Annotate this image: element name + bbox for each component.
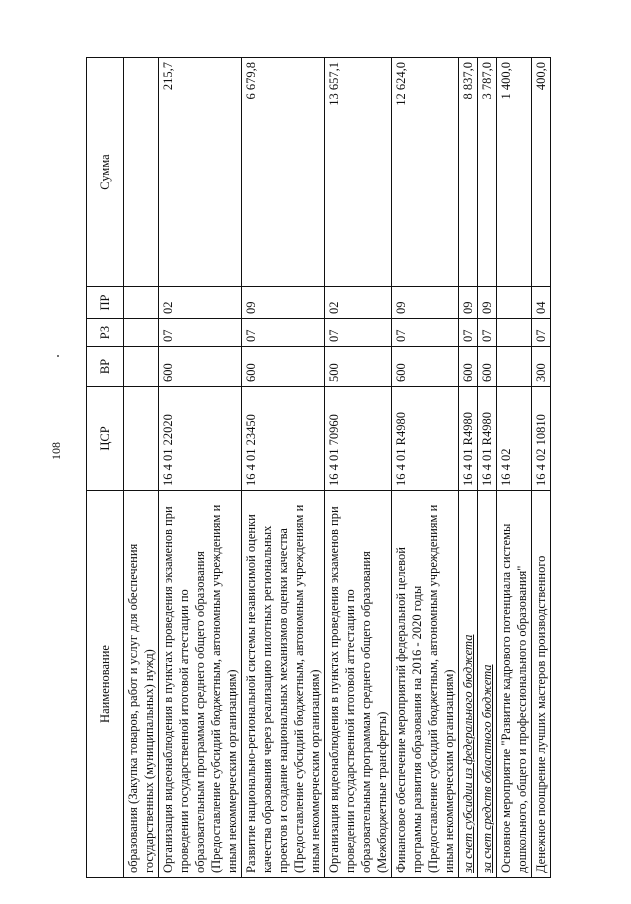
row-csr: 16 4 01 70960 — [325, 387, 392, 491]
table-row — [124, 58, 159, 878]
table-header-row — [87, 58, 124, 878]
row-csr: 16 4 02 10810 — [532, 387, 551, 491]
table-row — [159, 58, 242, 878]
table-row — [497, 58, 532, 878]
budget-table — [86, 57, 551, 878]
row-vr: 600 — [159, 347, 242, 387]
row-vr: 600 — [478, 347, 497, 387]
row-rz: 07 — [325, 319, 392, 347]
header-vr: ВР — [87, 347, 124, 387]
row-sum: 8 837,0 — [459, 58, 478, 287]
header-pr: ПР — [87, 287, 124, 319]
row-sum: 3 787,0 — [478, 58, 497, 287]
row-csr: 16 4 02 — [497, 387, 532, 491]
row-name-text: за счет субсидии из федерального бюджета — [461, 634, 475, 873]
row-sum: 12 624,0 — [392, 58, 459, 287]
scan-speck — [57, 355, 59, 357]
row-name: Развитие национально-региональной системы независимой оценки качества образования через реализацию пилотных региональных проектов и создание национальных механизмов оценки качества (Предоставление субсидий бюджетным, автономным учреждениям и иным некоммерческим организациям) — [242, 491, 325, 878]
row-name-text: за счет средств областного бюджета — [480, 664, 494, 873]
row-vr — [497, 347, 532, 387]
header-rz: РЗ — [87, 319, 124, 347]
table-row — [478, 58, 497, 878]
row-rz: 07 — [532, 319, 551, 347]
header-name: Наименование — [87, 491, 124, 878]
row-name — [459, 491, 478, 878]
row-name: Денежное поощрение лучших мастеров производственного — [532, 491, 551, 878]
header-csr: ЦСР — [87, 387, 124, 491]
row-pr: 04 — [532, 287, 551, 319]
table-row — [532, 58, 551, 878]
row-csr: 16 4 01 R4980 — [392, 387, 459, 491]
row-pr — [497, 287, 532, 319]
row-rz: 07 — [392, 319, 459, 347]
row-csr: 16 4 01 23450 — [242, 387, 325, 491]
row-vr: 300 — [532, 347, 551, 387]
row-vr — [124, 347, 159, 387]
row-vr: 600 — [392, 347, 459, 387]
row-name: Организация видеонаблюдения в пунктах проведения экзаменов при проведении государственной итоговой аттестации по образовательным программам среднего общего образования (Межбюджетные трансферты) — [325, 491, 392, 878]
row-vr: 500 — [325, 347, 392, 387]
rotated-table — [86, 58, 606, 878]
row-pr: 09 — [459, 287, 478, 319]
row-pr: 02 — [325, 287, 392, 319]
row-rz: 07 — [459, 319, 478, 347]
table-row — [242, 58, 325, 878]
row-pr: 09 — [392, 287, 459, 319]
row-sum: 215,7 — [159, 58, 242, 287]
row-pr: 02 — [159, 287, 242, 319]
table-row — [459, 58, 478, 878]
row-csr — [124, 387, 159, 491]
row-sum: 13 657,1 — [325, 58, 392, 287]
row-name: Организация видеонаблюдения в пунктах проведения экзаменов при проведении государственной итоговой аттестации по образовательным программам среднего общего образования (Предоставление субсидий бюджетным, автономным учреждениям и иным некоммерческим организациям) — [159, 491, 242, 878]
row-rz: 07 — [242, 319, 325, 347]
row-rz: 07 — [478, 319, 497, 347]
row-sum: 1 400,0 — [497, 58, 532, 287]
row-csr: 16 4 01 R4980 — [478, 387, 497, 491]
row-rz — [497, 319, 532, 347]
row-name: Финансовое обеспечение мероприятий федеральной целевой программы развития образования на 2016 - 2020 годы (Предоставление субсидий бюджетным, автономным учреждениям и иным некоммерческим организациям) — [392, 491, 459, 878]
table-row — [325, 58, 392, 878]
row-rz — [124, 319, 159, 347]
row-pr — [124, 287, 159, 319]
header-sum: Сумма — [87, 58, 124, 287]
row-csr: 16 4 01 R4980 — [459, 387, 478, 491]
row-rz: 07 — [159, 319, 242, 347]
row-name — [478, 491, 497, 878]
row-name: образования (Закупка товаров, работ и услуг для обеспечения государственных (муниципальных) нужд) — [124, 491, 159, 878]
row-name: Основное мероприятие "Развитие кадрового потенциала системы дошкольного, общего и профессионального образования" — [497, 491, 532, 878]
row-pr: 09 — [478, 287, 497, 319]
page-number: 108 — [49, 442, 63, 460]
row-sum: 6 679,8 — [242, 58, 325, 287]
row-sum: 400,0 — [532, 58, 551, 287]
row-sum — [124, 58, 159, 287]
row-vr: 600 — [242, 347, 325, 387]
rotated-table-container — [86, 58, 606, 878]
row-vr: 600 — [459, 347, 478, 387]
row-csr: 16 4 01 22020 — [159, 387, 242, 491]
row-pr: 09 — [242, 287, 325, 319]
table-row — [392, 58, 459, 878]
